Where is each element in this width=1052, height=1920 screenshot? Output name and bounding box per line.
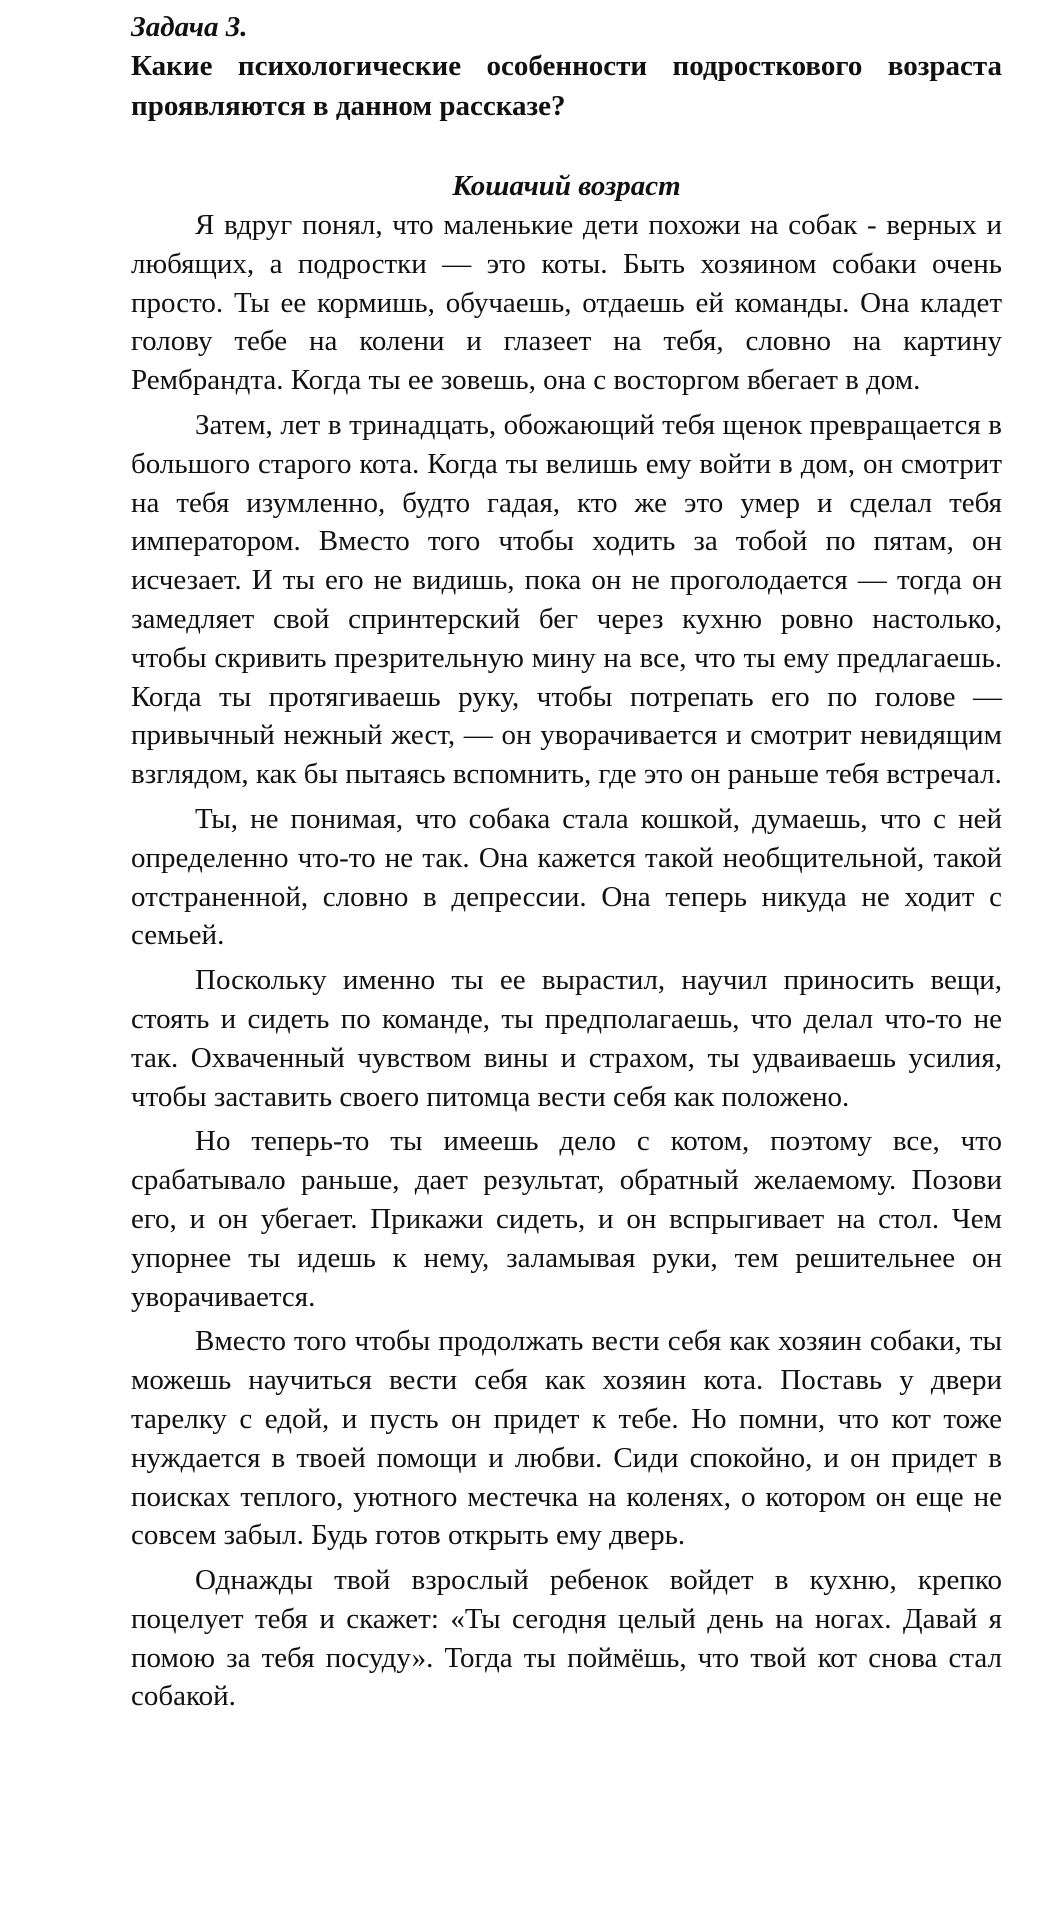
story-paragraph-5: Но теперь-то ты имеешь дело с котом, поэтому все, что срабатывало раньше, дает результат, обратный желаемому. Позови его, и он убегает. Прикажи сидеть, и он вспрыгивает на стол. Чем упорнее ты идешь к нему, заламывая руки, тем решительнее он уворачивается. xyxy=(131,1125,1002,1313)
document-page xyxy=(131,8,1002,1722)
story-title: Кошачий возраст xyxy=(452,170,681,202)
story-paragraph-6: Вместо того чтобы продолжать вести себя как хозяин собаки, ты можешь научиться вести себя как хозяин кота. Поставь у двери тарелку с едой, и пусть он придет к тебе. Но помни, что кот тоже нуждается в твоей помощи и любви. Сиди спокойно, и он придет в поисках теплого, уютного местечка на коленях, о котором он еще не совсем забыл. Будь готов открыть ему дверь. xyxy=(131,1325,1002,1552)
story-paragraph-2: Затем, лет в тринадцать, обожающий тебя щенок превращается в большого старого кота. Когда ты велишь ему войти в дом, он смотрит на тебя изумленно, будто гадая, кто же это умер и сделал тебя императором. Вместо того чтобы ходить за тобой по пятам, он исчезает. И ты его не видишь, пока он не проголодается — тогда он замедляет свой спринтерский бег через кухню ровно настолько, чтобы скривить презрительную мину на все, что ты ему предлагаешь. Когда ты протягиваешь руку, чтобы потрепать его по голове — привычный нежный жест, — он уворачивается и смотрит невидящим взглядом, как бы пытаясь вспомнить, где это он раньше тебя встречал. xyxy=(131,408,1002,791)
story-paragraph-7: Однажды твой взрослый ребенок войдет в кухню, крепко поцелует тебя и скажет: «Ты сегодня целый день на ногах. Давай я помою за тебя посуду». Тогда ты поймёшь, что твой кот снова стал собакой. xyxy=(131,1564,1002,1713)
story-paragraph-3: Ты, не понимая, что собака стала кошкой, думаешь, что с ней определенно что-то не так. Она кажется такой необщительной, такой отстраненной, словно в депрессии. Она теперь никуда не ходит с семьей. xyxy=(131,802,1002,952)
story-paragraph-4: Поскольку именно ты ее вырастил, научил приносить вещи, стоять и сидеть по команде, ты предполагаешь, что делал что-то не так. Охваченный чувством вины и страхом, ты удваиваешь усилия, чтобы заставить своего питомца вести себя как положено. xyxy=(131,964,1002,1113)
task-label: Задача 3. xyxy=(131,11,248,43)
story-paragraph-1: Я вдруг понял, что маленькие дети похожи на собак - верных и любящих, а подростки — это коты. Быть хозяином собаки очень просто. Ты ее кормишь, обучаешь, отдаешь ей команды. Она кладет голову тебе на колени и глазеет на тебя, словно на картину Рембрандта. Когда ты ее зовешь, она с восторгом вбегает в дом. xyxy=(131,209,1002,397)
task-question: Какие психологические особенности подросткового возраста проявляются в данном рассказе? xyxy=(131,50,1002,122)
